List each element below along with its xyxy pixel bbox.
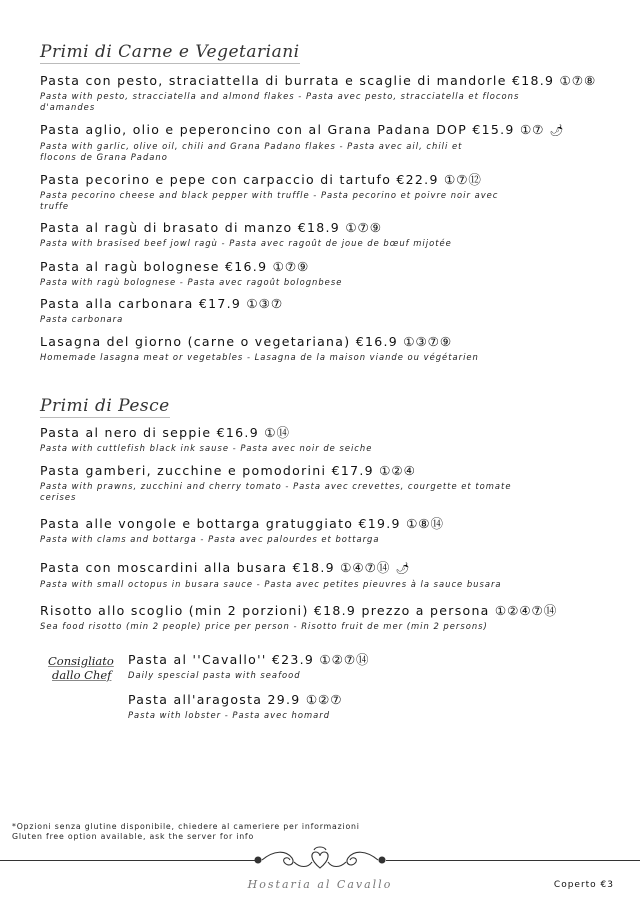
footnote	[12, 822, 360, 842]
allergen-numbers: ①③⑦	[246, 296, 284, 311]
item-description: Pasta pecorino cheese and black pepper with truffle - Pasta pecorino et poivre noir avec	[40, 190, 499, 200]
item-name: Lasagna del giorno (carne o vegetariana) €16.9	[40, 334, 398, 349]
menu-item	[40, 296, 620, 325]
menu-item	[40, 463, 620, 503]
menu-item	[40, 73, 620, 113]
chili-pepper-icon: 🌶	[549, 124, 565, 137]
allergen-numbers: ①④⑦⑭	[340, 560, 391, 575]
item-name: Pasta con moscardini alla busara €18.9	[40, 560, 335, 575]
restaurant-name: Hostaria al Cavallo	[247, 878, 393, 891]
menu-item	[40, 220, 620, 249]
item-description: Pasta with ragù bolognese - Pasta avec ragoût bolognbese	[40, 277, 343, 287]
menu-item	[40, 560, 620, 590]
chili-pepper-icon: 🌶	[395, 562, 411, 575]
footer-divider-left	[0, 860, 255, 861]
cover-charge: Coperto €3	[553, 880, 614, 890]
section-title-fish: Primi di Pesce	[40, 396, 170, 416]
item-description: Daily spescial pasta with seafood	[128, 670, 301, 680]
item-name: Pasta alla carbonara €17.9	[40, 296, 242, 311]
menu-item	[128, 652, 608, 681]
section-title-meat: Primi di Carne e Vegetariani	[40, 42, 300, 62]
item-description: Pasta with garlic, olive oil, chili and Grana Padano flakes - Pasta avec ail, chili et	[40, 141, 463, 151]
ornament-heart-icon	[252, 846, 388, 876]
menu-item	[40, 334, 620, 363]
item-description: Pasta with small octopus in busara sauce - Pasta avec petites pieuvres à la sauce busara	[40, 579, 502, 589]
footnote-gluten-it: *Opzioni senza glutine disponibile, chiedere al cameriere per informazioni	[12, 822, 360, 831]
item-name: Pasta gamberi, zucchine e pomodorini €17.9	[40, 463, 374, 478]
item-name: Pasta con pesto, straciattella di burrata e scaglie di mandorle €18.9	[40, 73, 555, 88]
menu-item	[40, 603, 620, 632]
item-description: Pasta with brasised beef jowl ragù - Pasta avec ragoût de joue de bœuf mijotée	[40, 238, 452, 248]
item-name: Pasta all'aragosta 29.9	[128, 692, 301, 707]
item-name: Pasta alle vongole e bottarga gratuggiato €19.9	[40, 516, 401, 531]
allergen-numbers: ①⑦⑫	[443, 172, 482, 187]
item-description: Pasta with prawns, zucchini and cherry tomato - Pasta avec crevettes, courgette et tomate	[40, 481, 512, 491]
item-description-cont: truffe	[40, 201, 70, 211]
item-description: Pasta with lobster - Pasta avec homard	[128, 710, 331, 720]
item-description: Pasta carbonara	[40, 314, 124, 324]
item-name: Pasta al ragù bolognese €16.9	[40, 259, 268, 274]
menu-item	[40, 122, 620, 163]
allergen-numbers: ①②⑦	[305, 692, 343, 707]
item-description: Pasta with cuttlefish black ink sause - Pasta avec noir de seiche	[40, 443, 373, 453]
menu-item	[40, 172, 620, 212]
allergen-numbers: ①⑭	[264, 425, 290, 440]
item-name: Pasta al nero di seppie €16.9	[40, 425, 259, 440]
chef-recommendation-logo	[44, 650, 122, 690]
menu-item	[40, 259, 620, 288]
menu-item	[40, 516, 620, 545]
allergen-numbers: ①⑦⑨	[345, 220, 382, 235]
item-description-cont: d'amandes	[40, 102, 96, 112]
item-description-cont: cerises	[40, 492, 77, 502]
item-description: Pasta with pesto, stracciatella and almond flakes - Pasta avec pesto, stracciatella et flocons	[40, 91, 520, 101]
chef-logo-line2: dallo Chef	[52, 668, 112, 682]
item-description-cont: flocons de Grana Padano	[40, 152, 168, 162]
allergen-numbers: ①③⑦⑨	[403, 334, 453, 349]
item-name: Pasta al ragù di brasato di manzo €18.9	[40, 220, 341, 235]
item-description: Homemade lasagna meat or vegetables - Lasagna de la maison viande ou végétarien	[40, 352, 479, 362]
allergen-numbers: ①②④	[379, 463, 416, 478]
allergen-numbers: ①⑧⑭	[406, 516, 445, 531]
allergen-numbers: ①⑦⑨	[272, 259, 310, 274]
footer-divider-right	[386, 860, 640, 861]
footnote-gluten-en: Gluten free option available, ask the server for info	[12, 832, 255, 841]
item-name: Pasta aglio, olio e peperoncino con al Grana Padana DOP €15.9	[40, 122, 515, 137]
menu-item	[40, 425, 620, 454]
allergen-numbers: ①②④⑦⑭	[494, 603, 558, 618]
allergen-numbers: ①⑦	[519, 122, 545, 137]
item-name: Pasta al ''Cavallo'' €23.9	[128, 652, 315, 667]
allergen-numbers: ①⑦⑧	[559, 73, 597, 88]
allergen-numbers: ①②⑦⑭	[319, 652, 370, 667]
menu-item	[128, 692, 608, 721]
item-name: Risotto allo scoglio (min 2 porzioni) €18.9 prezzo a persona	[40, 603, 490, 618]
item-description: Pasta with clams and bottarga - Pasta avec palourdes et bottarga	[40, 534, 380, 544]
item-description: Sea food risotto (min 2 people) price per person - Risotto fruit de mer (min 2 persons)	[40, 621, 488, 631]
chef-logo-line1: Consigliato	[48, 654, 114, 668]
item-name: Pasta pecorino e pepe con carpaccio di tartufo €22.9	[40, 172, 439, 187]
